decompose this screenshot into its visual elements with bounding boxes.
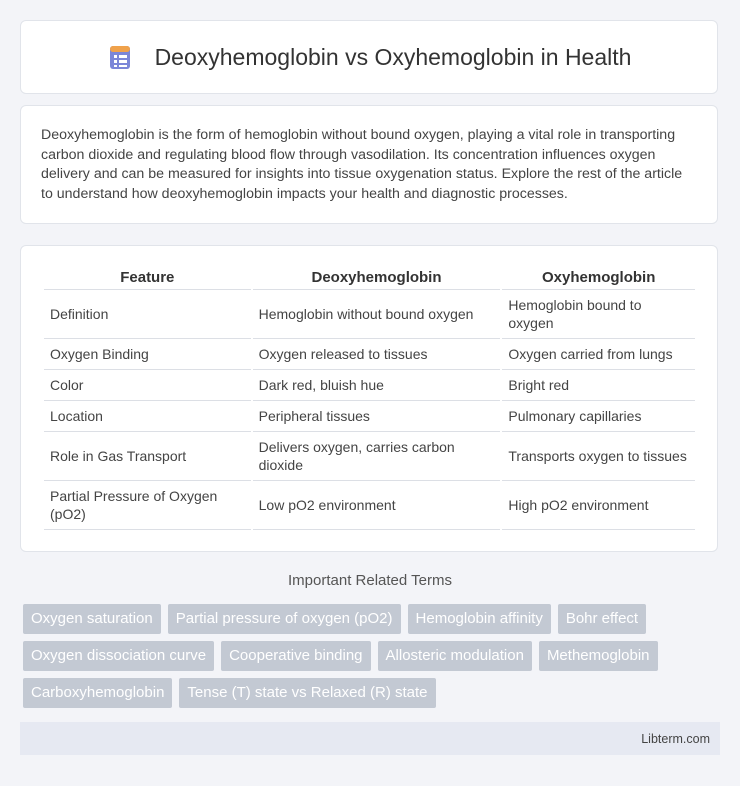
table-row [44,432,695,481]
related-term-tag[interactable]: Allosteric modulation [378,641,532,671]
table-cell: Hemoglobin without bound oxygen [253,290,501,339]
column-header: Deoxyhemoglobin [253,262,501,290]
document-list-icon [107,44,133,70]
table-cell: High pO2 environment [502,481,695,530]
column-header: Feature [44,262,251,290]
table-row [44,339,695,370]
related-term-tag[interactable]: Hemoglobin affinity [408,604,551,634]
related-term-tag[interactable]: Tense (T) state vs Relaxed (R) state [179,678,435,708]
table-cell: Definition [44,290,251,339]
table-cell: Location [44,401,251,432]
intro-text: Deoxyhemoglobin is the form of hemoglobin without bound oxygen, playing a vital role in transporting carbon dioxide and regulating blood flow through vasodilation. Its concentration influences oxygen delivery and can be measured for insights into tissue oxygenation status. Explore the rest of the article to understand how deoxyhemoglobin impacts your health and diagnostic processes. [41,127,683,202]
table-row [44,481,695,530]
table-cell: Dark red, bluish hue [253,370,501,401]
related-term-tag[interactable]: Bohr effect [558,604,646,634]
related-term-tag[interactable]: Cooperative binding [221,641,370,671]
table-cell: Pulmonary capillaries [502,401,695,432]
intro-card [20,105,718,224]
table-cell: Oxygen released to tissues [253,339,501,370]
comparison-table-card [20,245,718,552]
related-term-tag[interactable]: Oxygen dissociation curve [23,641,214,671]
table-cell: Low pO2 environment [253,481,501,530]
table-row [44,290,695,339]
table-cell: Transports oxygen to tissues [502,432,695,481]
column-header: Oxyhemoglobin [502,262,695,290]
related-term-tag[interactable]: Oxygen saturation [23,604,161,634]
table-cell: Partial Pressure of Oxygen (pO2) [44,481,251,530]
related-terms-title: Important Related Terms [288,572,452,589]
related-term-tag[interactable]: Partial pressure of oxygen (pO2) [168,604,401,634]
header-card [20,20,718,94]
footer [20,722,720,755]
comparison-table [42,262,697,530]
footer-site-link[interactable]: Libterm.com [641,731,710,746]
table-row [44,401,695,432]
table-header-row [44,262,695,290]
table-cell: Bright red [502,370,695,401]
page-title: Deoxyhemoglobin vs Oxyhemoglobin in Health [154,43,632,70]
related-terms-list [23,604,723,715]
table-cell: Oxygen Binding [44,339,251,370]
related-term-tag[interactable]: Carboxyhemoglobin [23,678,172,708]
table-cell: Color [44,370,251,401]
related-term-tag[interactable]: Methemoglobin [539,641,658,671]
table-cell: Delivers oxygen, carries carbon dioxide [253,432,501,481]
table-cell: Hemoglobin bound to oxygen [502,290,695,339]
table-row [44,370,695,401]
table-cell: Oxygen carried from lungs [502,339,695,370]
table-cell: Role in Gas Transport [44,432,251,481]
table-cell: Peripheral tissues [253,401,501,432]
